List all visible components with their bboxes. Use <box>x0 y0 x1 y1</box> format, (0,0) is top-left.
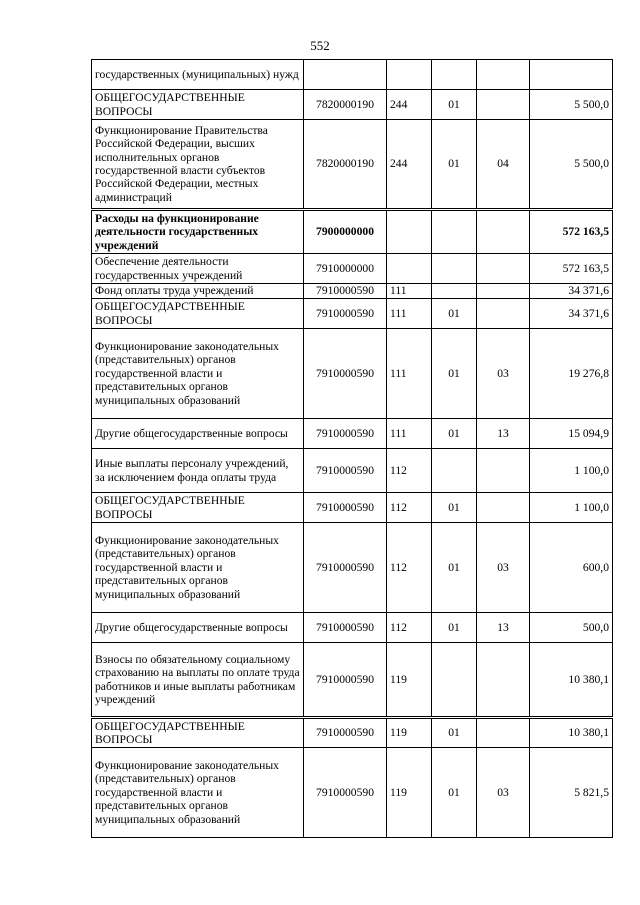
row-amount-cell: 1 100,0 <box>530 493 613 523</box>
row-name-cell: Иные выплаты персоналу учреждений, за исключением фонда оплаты труда <box>92 449 304 493</box>
row-amount-cell: 10 380,1 <box>530 718 613 748</box>
row-expense-type-cell <box>387 60 432 90</box>
row-name-cell: Взносы по обязательному социальному страхованию на выплаты по оплате труда работников и иные выплаты работникам учреждений <box>92 643 304 718</box>
table-row <box>92 493 613 523</box>
budget-table-body <box>92 60 613 838</box>
row-subsection-cell <box>477 210 530 254</box>
row-expense-type-cell: 119 <box>387 748 432 838</box>
row-amount-cell: 10 380,1 <box>530 643 613 718</box>
row-section-cell <box>432 254 477 284</box>
row-target-article-cell: 7910000000 <box>304 254 387 284</box>
row-name-cell: Другие общегосударственные вопросы <box>92 613 304 643</box>
row-amount-cell: 5 500,0 <box>530 90 613 120</box>
table-row <box>92 90 613 120</box>
row-target-article-cell: 7820000190 <box>304 120 387 210</box>
row-subsection-cell <box>477 284 530 299</box>
row-section-cell <box>432 449 477 493</box>
row-target-article-cell: 7910000590 <box>304 523 387 613</box>
row-amount-cell: 1 100,0 <box>530 449 613 493</box>
row-expense-type-cell: 244 <box>387 120 432 210</box>
row-name-cell: Фонд оплаты труда учреждений <box>92 284 304 299</box>
page-number: 552 <box>310 38 330 53</box>
row-section-cell <box>432 284 477 299</box>
budget-table <box>91 59 613 838</box>
row-section-cell: 01 <box>432 493 477 523</box>
row-section-cell: 01 <box>432 748 477 838</box>
table-row <box>92 449 613 493</box>
table-row <box>92 60 613 90</box>
row-target-article-cell: 7910000590 <box>304 718 387 748</box>
table-row <box>92 120 613 210</box>
row-subsection-cell: 04 <box>477 120 530 210</box>
table-row <box>92 210 613 254</box>
table-row <box>92 299 613 329</box>
row-name-cell: ОБЩЕГОСУДАРСТВЕННЫЕ ВОПРОСЫ <box>92 493 304 523</box>
row-expense-type-cell <box>387 254 432 284</box>
row-name-cell: Другие общегосударственные вопросы <box>92 419 304 449</box>
row-target-article-cell: 7910000590 <box>304 419 387 449</box>
row-expense-type-cell: 111 <box>387 284 432 299</box>
row-section-cell: 01 <box>432 329 477 419</box>
row-subsection-cell <box>477 254 530 284</box>
row-expense-type-cell: 112 <box>387 493 432 523</box>
row-expense-type-cell: 244 <box>387 90 432 120</box>
row-subsection-cell <box>477 449 530 493</box>
row-subsection-cell: 13 <box>477 613 530 643</box>
row-name-cell: ОБЩЕГОСУДАРСТВЕННЫЕ ВОПРОСЫ <box>92 299 304 329</box>
row-target-article-cell: 7910000590 <box>304 329 387 419</box>
row-expense-type-cell: 111 <box>387 419 432 449</box>
table-row <box>92 523 613 613</box>
row-expense-type-cell <box>387 210 432 254</box>
row-amount-cell: 500,0 <box>530 613 613 643</box>
row-subsection-cell: 03 <box>477 329 530 419</box>
row-name-cell: ОБЩЕГОСУДАРСТВЕННЫЕ ВОПРОСЫ <box>92 90 304 120</box>
row-name-cell: ОБЩЕГОСУДАРСТВЕННЫЕ ВОПРОСЫ <box>92 718 304 748</box>
row-target-article-cell: 7910000590 <box>304 643 387 718</box>
row-section-cell: 01 <box>432 120 477 210</box>
row-section-cell: 01 <box>432 523 477 613</box>
row-target-article-cell: 7910000590 <box>304 449 387 493</box>
row-subsection-cell <box>477 493 530 523</box>
row-section-cell <box>432 210 477 254</box>
row-name-cell: Функционирование законодательных (представительных) органов государственной власти и представительных органов муниципальных образований <box>92 523 304 613</box>
row-subsection-cell <box>477 643 530 718</box>
row-expense-type-cell: 112 <box>387 613 432 643</box>
row-section-cell: 01 <box>432 613 477 643</box>
row-subsection-cell <box>477 90 530 120</box>
row-name-cell: Функционирование Правительства Российской Федерации, высших исполнительных органов государственной власти субъектов Российской Федерации, местных администраций <box>92 120 304 210</box>
row-amount-cell: 19 276,8 <box>530 329 613 419</box>
row-subsection-cell: 03 <box>477 523 530 613</box>
row-subsection-cell <box>477 718 530 748</box>
row-section-cell: 01 <box>432 419 477 449</box>
row-section-cell <box>432 643 477 718</box>
table-row <box>92 718 613 748</box>
table-row <box>92 254 613 284</box>
row-expense-type-cell: 119 <box>387 643 432 718</box>
row-target-article-cell: 7910000590 <box>304 493 387 523</box>
table-row <box>92 419 613 449</box>
row-target-article-cell: 7900000000 <box>304 210 387 254</box>
row-section-cell: 01 <box>432 90 477 120</box>
row-expense-type-cell: 111 <box>387 299 432 329</box>
row-amount-cell: 34 371,6 <box>530 299 613 329</box>
row-expense-type-cell: 112 <box>387 449 432 493</box>
row-target-article-cell: 7910000590 <box>304 748 387 838</box>
row-amount-cell: 5 821,5 <box>530 748 613 838</box>
row-name-cell: государственных (муниципальных) нужд <box>92 60 304 90</box>
row-expense-type-cell: 119 <box>387 718 432 748</box>
row-amount-cell: 34 371,6 <box>530 284 613 299</box>
table-row <box>92 284 613 299</box>
row-target-article-cell: 7910000590 <box>304 613 387 643</box>
row-subsection-cell: 13 <box>477 419 530 449</box>
row-target-article-cell: 7820000190 <box>304 90 387 120</box>
row-amount-cell <box>530 60 613 90</box>
row-amount-cell: 15 094,9 <box>530 419 613 449</box>
row-name-cell: Расходы на функционирование деятельности государственных учреждений <box>92 210 304 254</box>
row-name-cell: Обеспечение деятельности государственных учреждений <box>92 254 304 284</box>
row-subsection-cell <box>477 60 530 90</box>
row-subsection-cell: 03 <box>477 748 530 838</box>
row-target-article-cell: 7910000590 <box>304 284 387 299</box>
row-section-cell <box>432 60 477 90</box>
table-row <box>92 643 613 718</box>
table-row <box>92 329 613 419</box>
row-name-cell: Функционирование законодательных (представительных) органов государственной власти и представительных органов муниципальных образований <box>92 329 304 419</box>
row-amount-cell: 5 500,0 <box>530 120 613 210</box>
row-target-article-cell <box>304 60 387 90</box>
row-target-article-cell: 7910000590 <box>304 299 387 329</box>
table-row <box>92 748 613 838</box>
row-section-cell: 01 <box>432 299 477 329</box>
table-row <box>92 613 613 643</box>
row-name-cell: Функционирование законодательных (представительных) органов государственной власти и представительных органов муниципальных образований <box>92 748 304 838</box>
row-section-cell: 01 <box>432 718 477 748</box>
row-expense-type-cell: 111 <box>387 329 432 419</box>
row-amount-cell: 572 163,5 <box>530 254 613 284</box>
row-amount-cell: 572 163,5 <box>530 210 613 254</box>
row-subsection-cell <box>477 299 530 329</box>
row-amount-cell: 600,0 <box>530 523 613 613</box>
row-expense-type-cell: 112 <box>387 523 432 613</box>
